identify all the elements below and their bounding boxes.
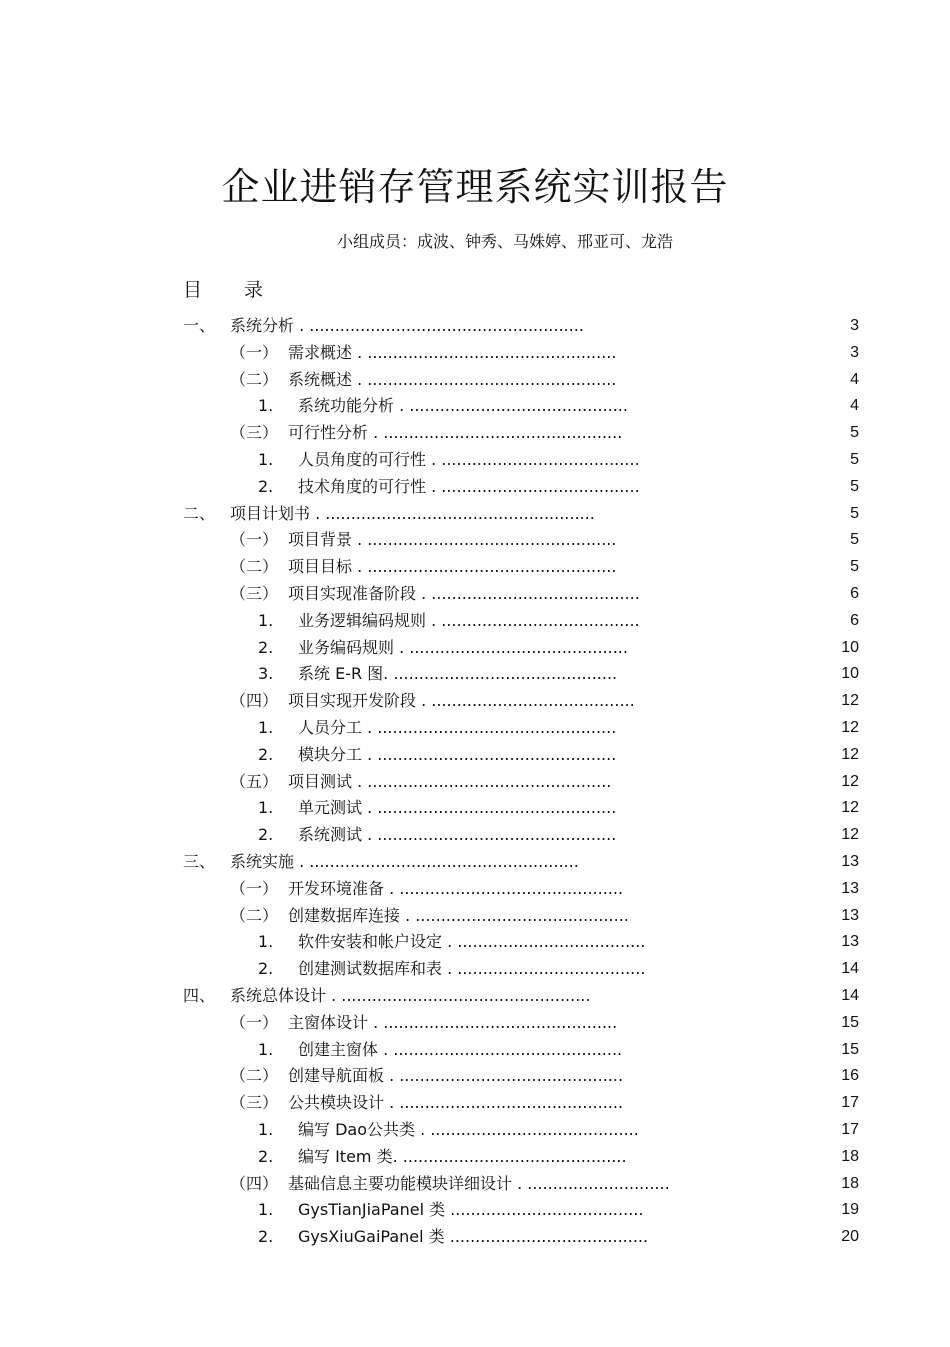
toc-entry-title: 业务编码规则 . ........................................... [298, 637, 628, 657]
toc-entry [0, 581, 950, 607]
toc-entry-number: 三、 [183, 852, 216, 871]
toc-entry [0, 474, 950, 500]
toc-entry [0, 1063, 950, 1089]
toc-entry [0, 554, 950, 580]
toc-entry-page: 4 [850, 370, 859, 388]
toc-entry-page: 14 [841, 987, 859, 1004]
toc-entry [0, 1144, 950, 1170]
toc-entry-number: （三） [230, 584, 279, 603]
toc-entry-number: 1. [258, 1120, 274, 1139]
toc-entry [0, 447, 950, 473]
toc-entry-title: 项目目标 . ................................................. [288, 557, 617, 577]
toc-entry-page: 18 [841, 1147, 859, 1165]
toc-entry-title: 业务逻辑编码规则 . ....................................... [298, 610, 640, 630]
toc-entry-page: 19 [841, 1201, 859, 1219]
toc-entry-number: 1. [258, 1200, 274, 1220]
toc-entry-number: 1. [258, 718, 274, 737]
toc-entry-page: 5 [850, 504, 859, 522]
toc-entry-page: 3 [850, 343, 859, 361]
toc-entry [0, 849, 950, 875]
toc-entry-page: 5 [850, 451, 859, 468]
toc-entry [0, 1224, 950, 1250]
toc-entry [0, 1117, 950, 1143]
toc-entry-number: 2. [258, 637, 274, 657]
toc-entry-title: 需求概述 . ................................................. [288, 342, 617, 362]
toc-entry-title: 系统 E-R 图. ............................................ [298, 664, 618, 684]
toc-entry [0, 929, 950, 955]
toc-entry-title: 项目计划书 . ..................................................... [230, 503, 595, 523]
toc-entry-title: 开发环境准备 . ............................................ [288, 878, 624, 898]
toc-entry-number: （五） [230, 771, 279, 791]
document-title: 企业进销存管理系统实训报告 [221, 165, 729, 209]
toc-entry-page: 10 [841, 665, 859, 683]
toc-entry [0, 420, 950, 446]
toc-entry-title: 人员角度的可行性 . ....................................... [298, 450, 640, 469]
toc-entry-title: 技术角度的可行性 . ....................................... [298, 476, 640, 496]
toc-entry [0, 903, 950, 929]
toc-entry-title: 创建测试数据库和表 . ..................................... [298, 959, 646, 979]
toc-entry-number: （一） [230, 878, 279, 898]
toc-entry [0, 1037, 950, 1063]
toc-entry-title: 模块分工 . ............................................... [298, 744, 617, 764]
toc-entry-title: 创建导航面板 . ............................................ [288, 1066, 624, 1086]
toc-entry-page: 15 [841, 1040, 859, 1058]
toc-entry-page: 6 [850, 611, 859, 629]
toc-entry-number: 1. [258, 932, 274, 952]
toc-entry-number: 1. [258, 610, 274, 630]
toc-entry-number: 四、 [183, 986, 216, 1005]
toc-entry [0, 635, 950, 661]
toc-entry-page: 4 [850, 397, 859, 415]
toc-entry-number: 2. [258, 825, 274, 845]
toc-entry-page: 13 [841, 933, 859, 951]
toc-entry-title: 可行性分析 . ............................................... [288, 423, 623, 443]
toc-entry-title: 编写 Dao公共类 . ......................................... [298, 1120, 639, 1139]
toc-entry [0, 501, 950, 527]
toc-entry-number: （四） [230, 691, 279, 711]
toc-entry-page: 5 [850, 424, 859, 442]
toc-entry-number: （三） [230, 423, 279, 443]
toc-entry [0, 876, 950, 902]
toc-entry [0, 742, 950, 768]
toc-entry [0, 769, 950, 795]
toc-entry [0, 688, 950, 714]
toc-entry-page: 6 [850, 585, 859, 602]
toc-entry-page: 12 [841, 745, 859, 763]
toc-entry-number: （一） [230, 530, 279, 550]
toc-entry-number: 2. [258, 476, 274, 496]
toc-entry-page: 16 [841, 1067, 859, 1085]
toc-entry-title: 编写 Item 类. ............................................ [298, 1146, 627, 1166]
toc-entry [0, 313, 950, 339]
toc-entry-title: 项目实现准备阶段 . ......................................... [288, 584, 640, 603]
toc-entry-title: 基础信息主要功能模块详细设计 . ............................ [288, 1173, 670, 1193]
toc-entry [0, 367, 950, 393]
toc-entry-number: 2. [258, 1146, 274, 1166]
toc-entry-number: 一、 [183, 316, 216, 335]
toc-entry-number: 3. [258, 664, 274, 684]
toc-entry-page: 5 [850, 558, 859, 576]
toc-entry [0, 661, 950, 687]
toc-entry-page: 12 [841, 772, 859, 790]
toc-entry-title: 创建数据库连接 . .......................................... [288, 905, 629, 925]
toc-entry-page: 15 [841, 1013, 859, 1031]
toc-entry [0, 1171, 950, 1197]
toc-entry-number: （二） [230, 369, 279, 389]
toc-entry-title: 系统实施 . ..................................................... [230, 852, 579, 871]
toc-entry [0, 795, 950, 821]
toc-entry-number: （三） [230, 1093, 279, 1113]
toc-entry-page: 5 [850, 531, 859, 549]
toc-entry [0, 340, 950, 366]
toc-entry-page: 20 [841, 1228, 859, 1246]
toc-entry-page: 13 [841, 853, 859, 870]
toc-entry-page: 10 [841, 638, 859, 656]
toc-entry-number: 1. [258, 396, 274, 416]
toc-entry-number: （四） [230, 1173, 279, 1193]
toc-entry-page: 17 [841, 1121, 859, 1138]
toc-entry-title: 创建主窗体 . ............................................. [298, 1039, 623, 1059]
toc-entry-title: 单元测试 . ............................................... [298, 798, 617, 818]
toc-entry-number: （二） [230, 557, 279, 577]
toc-entry [0, 956, 950, 982]
toc-entry [0, 608, 950, 634]
toc-entry-title: 系统测试 . ............................................... [298, 825, 617, 845]
toc-entry-number: 2. [258, 959, 274, 979]
toc-entry-number: （二） [230, 1066, 279, 1086]
toc-entry [0, 527, 950, 553]
toc-entry [0, 1010, 950, 1036]
toc-entry [0, 715, 950, 741]
toc-entry-page: 13 [841, 906, 859, 924]
toc-entry-number: （一） [230, 342, 279, 362]
toc-entry-title: GysTianJiaPanel 类 ...................................... [298, 1200, 644, 1220]
toc-entry-number: 2. [258, 1227, 274, 1247]
toc-entry [0, 393, 950, 419]
toc-entry-title: 项目背景 . ................................................. [288, 530, 617, 550]
toc-entry-title: 人员分工 . ............................................... [298, 718, 617, 737]
toc-entry-title: 项目测试 . ................................................ [288, 771, 612, 791]
toc-entry-title: 系统功能分析 . ........................................... [298, 396, 628, 416]
toc-entry-title: 软件安装和帐户设定 . ..................................... [298, 932, 646, 952]
toc-entry-page: 12 [841, 826, 859, 844]
toc-entry-page: 14 [841, 960, 859, 978]
toc-entry-page: 18 [841, 1174, 859, 1192]
toc-entry-title: 公共模块设计 . ............................................ [288, 1093, 624, 1113]
toc-entry [0, 1197, 950, 1223]
toc-heading: 目 录 [183, 279, 282, 301]
toc-entry-number: 2. [258, 744, 274, 764]
toc-entry-title: 项目实现开发阶段 . ........................................ [288, 691, 635, 711]
toc-entry-page: 5 [850, 477, 859, 495]
toc-entry-title: 系统概述 . ................................................. [288, 369, 617, 389]
toc-entry [0, 822, 950, 848]
toc-entry-number: 1. [258, 798, 274, 818]
toc-entry-number: （一） [230, 1012, 279, 1032]
toc-entry-page: 12 [841, 692, 859, 710]
toc-entry-title: GysXiuGaiPanel 类 ....................................... [298, 1227, 649, 1247]
group-members: 小组成员：成波、钟秀、马姝婷、邢亚可、龙浩 [336, 232, 673, 251]
toc-entry-page: 13 [841, 879, 859, 897]
toc-entry-number: 二、 [183, 503, 216, 523]
toc-entry-title: 系统分析 . ...................................................... [230, 316, 584, 335]
toc-entry-title: 主窗体设计 . .............................................. [288, 1012, 618, 1032]
toc-entry-page: 3 [850, 317, 859, 334]
toc-entry-title: 系统总体设计 . ................................................. [230, 986, 591, 1005]
toc-entry [0, 1090, 950, 1116]
toc-entry-number: （二） [230, 905, 279, 925]
toc-entry-page: 12 [841, 799, 859, 817]
toc-entry-number: 1. [258, 450, 274, 469]
toc-entry-page: 12 [841, 719, 859, 736]
toc-entry-number: 1. [258, 1039, 274, 1059]
toc-entry-page: 17 [841, 1094, 859, 1112]
toc-entry [0, 983, 950, 1009]
